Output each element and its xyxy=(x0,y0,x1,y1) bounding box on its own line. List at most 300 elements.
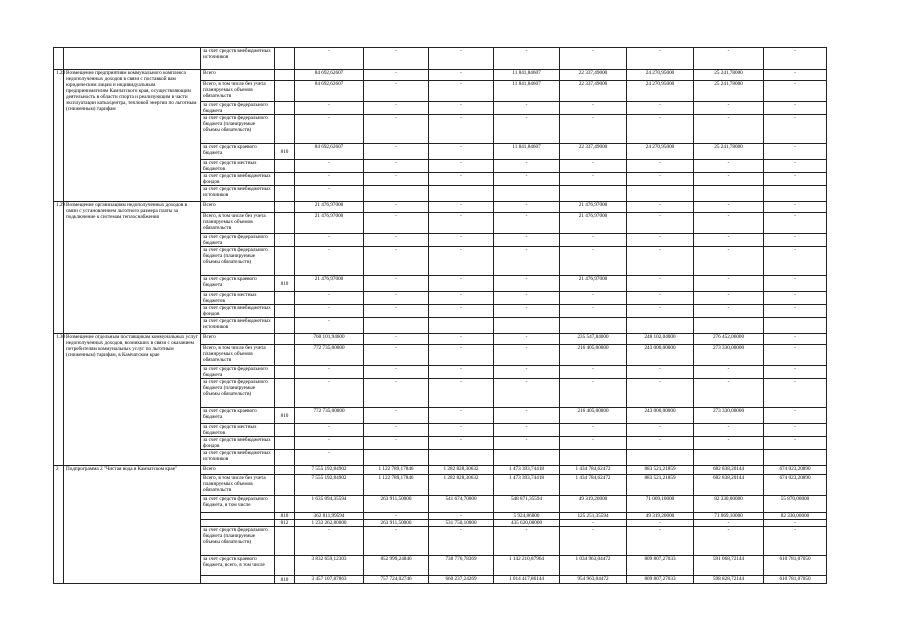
funding-source-cell: Всего, в том числе без учета планируемых объемов обязательств xyxy=(201,475,275,496)
value-cell: - xyxy=(694,424,764,437)
funding-source-cell: за счет средств внебюджетных источников xyxy=(201,48,275,70)
value-cell: 276 452,06000 xyxy=(694,334,764,345)
value-cell: - xyxy=(764,345,827,366)
row-id-cell xyxy=(54,48,64,70)
value-cell: - xyxy=(560,102,627,115)
budget-code-cell xyxy=(275,213,295,234)
value-cell: - xyxy=(364,81,429,102)
budget-code-cell: 810 xyxy=(275,144,295,160)
value-cell: 24 270,95000 xyxy=(627,81,694,102)
value-cell: - xyxy=(494,437,560,450)
value-cell: - xyxy=(764,202,827,213)
value-cell: - xyxy=(764,173,827,186)
value-cell: - xyxy=(364,70,429,81)
value-cell: 435 620,00000 xyxy=(494,520,560,527)
budget-code-cell xyxy=(275,450,295,466)
funding-source-cell: за счет средств федерального бюджета xyxy=(201,102,275,115)
value-cell: 7 555 192,84902 xyxy=(295,475,364,496)
value-cell: 738 776,78369 xyxy=(429,556,494,576)
value-cell: - xyxy=(295,173,364,186)
value-cell: - xyxy=(494,292,560,305)
budget-code-cell xyxy=(275,102,295,115)
value-cell: 1 014 417,86144 xyxy=(494,576,560,584)
value-cell: 1 034 963,04472 xyxy=(560,556,627,576)
value-cell: 21 476,97000 xyxy=(295,213,364,234)
value-cell: - xyxy=(429,202,494,213)
value-cell: - xyxy=(764,408,827,424)
row-id-cell: 2 xyxy=(54,466,64,584)
budget-code-cell xyxy=(275,379,295,408)
value-cell: - xyxy=(694,115,764,144)
value-cell: 49 319,20000 xyxy=(627,513,694,520)
value-cell xyxy=(429,186,494,202)
budget-code-cell xyxy=(275,70,295,81)
value-cell: 1 473 393,74418 xyxy=(494,466,560,475)
budget-code-cell xyxy=(275,556,295,576)
value-cell: - xyxy=(364,247,429,276)
value-cell: - xyxy=(429,48,494,70)
value-cell: 273 330,00000 xyxy=(694,345,764,366)
row-name-cell: Подпрограмма 2 "Чистая вода в Камчатском крае" xyxy=(64,466,201,584)
budget-code-cell xyxy=(275,366,295,379)
value-cell: - xyxy=(364,102,429,115)
value-cell: 216 405,00000 xyxy=(560,408,627,424)
budget-code-cell xyxy=(275,234,295,247)
budget-code-cell xyxy=(275,186,295,202)
value-cell: - xyxy=(764,247,827,276)
value-cell: - xyxy=(494,160,560,173)
value-cell: 24 270,95000 xyxy=(627,144,694,160)
value-cell: - xyxy=(494,173,560,186)
value-cell: - xyxy=(429,81,494,102)
value-cell: - xyxy=(560,437,627,450)
value-cell: 682 838,20144 xyxy=(694,466,764,475)
value-cell: - xyxy=(494,408,560,424)
value-cell: 883 521,21859 xyxy=(627,475,694,496)
value-cell: - xyxy=(494,247,560,276)
budget-code-cell xyxy=(275,475,295,496)
value-cell xyxy=(494,318,560,334)
table-row xyxy=(54,334,827,345)
value-cell xyxy=(560,186,627,202)
value-cell: 531 750,10000 xyxy=(429,520,494,527)
value-cell: 3 457 107,87863 xyxy=(295,576,364,584)
value-cell xyxy=(560,450,627,466)
funding-source-cell: за счет средств федерального бюджета, в том числе xyxy=(201,496,275,513)
value-cell: - xyxy=(295,234,364,247)
value-cell: - xyxy=(429,173,494,186)
value-cell: - xyxy=(364,408,429,424)
value-cell: 25 241,78000 xyxy=(694,144,764,160)
value-cell: - xyxy=(429,379,494,408)
value-cell: 235 547,84000 xyxy=(560,334,627,345)
budget-code-cell: 810 xyxy=(275,513,295,520)
value-cell: - xyxy=(295,160,364,173)
funding-source-cell: за счет средств краевого бюджета xyxy=(201,144,275,160)
value-cell: - xyxy=(494,345,560,366)
value-cell: - xyxy=(494,527,560,556)
value-cell: 1 434 784,62472 xyxy=(560,466,627,475)
value-cell: - xyxy=(295,292,364,305)
value-cell: 273 330,00000 xyxy=(694,408,764,424)
funding-source-cell: за счет средств федерального бюджета (планируемые объемы обязательств) xyxy=(201,115,275,144)
value-cell: 11 841,84607 xyxy=(494,144,560,160)
budget-code-cell xyxy=(275,173,295,186)
value-cell: - xyxy=(627,48,694,70)
value-cell: 11 841,84607 xyxy=(494,81,560,102)
value-cell: - xyxy=(494,276,560,292)
value-cell: - xyxy=(694,202,764,213)
value-cell: - xyxy=(694,379,764,408)
value-cell: - xyxy=(764,144,827,160)
value-cell: - xyxy=(627,379,694,408)
funding-source-cell: Всего xyxy=(201,70,275,81)
value-cell: - xyxy=(694,276,764,292)
budget-code-cell xyxy=(275,496,295,513)
value-cell: - xyxy=(694,437,764,450)
value-cell: - xyxy=(560,247,627,276)
funding-source-cell: за счет средств местных бюджетов xyxy=(201,292,275,305)
value-cell xyxy=(364,186,429,202)
value-cell: 674 023,20890 xyxy=(764,475,827,496)
value-cell: - xyxy=(627,115,694,144)
funding-source-cell: Всего xyxy=(201,466,275,475)
value-cell: - xyxy=(764,292,827,305)
value-cell xyxy=(364,318,429,334)
value-cell: - xyxy=(494,202,560,213)
value-cell: - xyxy=(295,366,364,379)
value-cell: - xyxy=(494,379,560,408)
value-cell: 660 237,24269 xyxy=(429,576,494,584)
value-cell: - xyxy=(627,437,694,450)
value-cell: - xyxy=(364,366,429,379)
value-cell: - xyxy=(429,247,494,276)
value-cell: - xyxy=(364,173,429,186)
value-cell: 5 924,86000 xyxy=(494,513,560,520)
value-cell: - xyxy=(429,276,494,292)
value-cell: - xyxy=(694,247,764,276)
funding-source-cell xyxy=(201,520,275,527)
value-cell: - xyxy=(364,379,429,408)
value-cell: 954 963,04472 xyxy=(560,576,627,584)
value-cell: - xyxy=(494,234,560,247)
budget-code-cell xyxy=(275,247,295,276)
funding-source-cell: за счет средств федерального бюджета xyxy=(201,234,275,247)
value-cell: - xyxy=(764,70,827,81)
value-cell: - xyxy=(694,520,764,527)
value-cell: - xyxy=(627,527,694,556)
value-cell xyxy=(429,318,494,334)
value-cell: 243 000,00000 xyxy=(627,345,694,366)
value-cell: - xyxy=(764,527,827,556)
value-cell: - xyxy=(694,292,764,305)
budget-code-cell xyxy=(275,437,295,450)
value-cell: - xyxy=(694,160,764,173)
budget-code-cell xyxy=(275,81,295,102)
value-cell: - xyxy=(764,424,827,437)
value-cell: - xyxy=(560,520,627,527)
value-cell: - xyxy=(627,305,694,318)
value-cell: 84 692,62607 xyxy=(295,81,364,102)
funding-source-cell: за счет средств внебюджетных источников xyxy=(201,186,275,202)
value-cell: 49 319,20000 xyxy=(560,496,627,513)
value-cell: 21 476,97000 xyxy=(560,276,627,292)
budget-code-cell xyxy=(275,292,295,305)
budget-code-cell xyxy=(275,345,295,366)
value-cell: 1 635 094,35594 xyxy=(295,496,364,513)
budget-code-cell xyxy=(275,424,295,437)
value-cell: - xyxy=(764,379,827,408)
value-cell: 263 911,50000 xyxy=(364,496,429,513)
value-cell: - xyxy=(429,424,494,437)
value-cell: - xyxy=(494,366,560,379)
budget-code-cell xyxy=(275,466,295,475)
value-cell: 84 692,62607 xyxy=(295,144,364,160)
value-cell: - xyxy=(494,305,560,318)
value-cell: - xyxy=(494,102,560,115)
budget-code-cell xyxy=(275,318,295,334)
value-cell: - xyxy=(627,160,694,173)
value-cell: - xyxy=(295,379,364,408)
value-cell: - xyxy=(694,527,764,556)
value-cell: - xyxy=(295,48,364,70)
value-cell: - xyxy=(694,213,764,234)
value-cell: - xyxy=(429,160,494,173)
value-cell xyxy=(764,186,827,202)
value-cell: 883 521,21859 xyxy=(627,466,694,475)
row-id-cell: 1.29 xyxy=(54,202,64,334)
value-cell: - xyxy=(560,379,627,408)
value-cell: - xyxy=(295,186,364,202)
value-cell: 1 233 262,80000 xyxy=(295,520,364,527)
value-cell: - xyxy=(764,234,827,247)
value-cell: - xyxy=(494,213,560,234)
value-cell: - xyxy=(764,437,827,450)
funding-source-cell: за счет средств федерального бюджета (планируемые объемы обязательств) xyxy=(201,379,275,408)
value-cell: - xyxy=(295,318,364,334)
value-cell: 21 476,97000 xyxy=(560,213,627,234)
value-cell: - xyxy=(429,305,494,318)
value-cell: - xyxy=(295,527,364,556)
value-cell: - xyxy=(295,437,364,450)
funding-source-cell: за счет средств федерального бюджета (планируемые объемы обязательств) xyxy=(201,247,275,276)
budget-code-cell xyxy=(275,160,295,173)
funding-source-cell: за счет средств внебюджетных фондов xyxy=(201,437,275,450)
budget-code-cell: 810 xyxy=(275,276,295,292)
value-cell: - xyxy=(764,305,827,318)
value-cell: 772 735,00000 xyxy=(295,408,364,424)
value-cell: - xyxy=(560,305,627,318)
value-cell: 1 122 789,17846 xyxy=(364,475,429,496)
value-cell: - xyxy=(364,115,429,144)
value-cell: - xyxy=(694,48,764,70)
value-cell: - xyxy=(429,292,494,305)
value-cell xyxy=(364,450,429,466)
value-cell: - xyxy=(364,334,429,345)
value-cell: 263 911,50000 xyxy=(364,520,429,527)
value-cell: - xyxy=(560,527,627,556)
value-cell: 24 270,95000 xyxy=(627,70,694,81)
value-cell: - xyxy=(494,334,560,345)
funding-source-cell: за счет средств местных бюджетов xyxy=(201,160,275,173)
value-cell: - xyxy=(429,345,494,366)
value-cell: - xyxy=(364,292,429,305)
value-cell: - xyxy=(627,234,694,247)
value-cell: - xyxy=(494,424,560,437)
budget-code-cell xyxy=(275,202,295,213)
value-cell: 809 807,27033 xyxy=(627,576,694,584)
value-cell: - xyxy=(364,144,429,160)
value-cell: 1 142 210,87964 xyxy=(494,556,560,576)
value-cell: - xyxy=(364,345,429,366)
value-cell: - xyxy=(627,202,694,213)
value-cell: 1 122 789,17846 xyxy=(364,466,429,475)
value-cell xyxy=(694,186,764,202)
value-cell: 21 476,97000 xyxy=(295,276,364,292)
value-cell: 809 807,27033 xyxy=(627,556,694,576)
value-cell: - xyxy=(364,202,429,213)
value-cell xyxy=(627,318,694,334)
funding-source-cell: за счет средств федерального бюджета xyxy=(201,366,275,379)
value-cell: - xyxy=(364,234,429,247)
budget-code-cell: 812 xyxy=(275,520,295,527)
budget-code-cell xyxy=(275,115,295,144)
budget-code-cell xyxy=(275,527,295,556)
value-cell: - xyxy=(764,115,827,144)
value-cell: 757 724,02746 xyxy=(364,576,429,584)
value-cell: - xyxy=(764,334,827,345)
value-cell: 1 434 784,62472 xyxy=(560,475,627,496)
value-cell: - xyxy=(364,424,429,437)
value-cell: - xyxy=(364,276,429,292)
value-cell: 82 330,00000 xyxy=(694,496,764,513)
value-cell: - xyxy=(560,366,627,379)
value-cell: 852 999,24846 xyxy=(364,556,429,576)
funding-source-cell: Всего xyxy=(201,334,275,345)
value-cell: - xyxy=(494,48,560,70)
value-cell: - xyxy=(429,70,494,81)
budget-code-cell xyxy=(275,48,295,70)
value-cell: - xyxy=(364,305,429,318)
value-cell: 55 870,00000 xyxy=(764,496,827,513)
row-id-cell: 1.28 xyxy=(54,70,64,202)
value-cell: - xyxy=(429,408,494,424)
funding-source-cell: за счет средств местных бюджетов xyxy=(201,424,275,437)
table-row xyxy=(54,70,827,81)
value-cell: 598 828,72144 xyxy=(694,576,764,584)
value-cell: - xyxy=(627,102,694,115)
value-cell: 22 337,49000 xyxy=(560,81,627,102)
value-cell: - xyxy=(694,173,764,186)
value-cell: 82 330,00000 xyxy=(764,513,827,520)
value-cell: - xyxy=(560,115,627,144)
value-cell: - xyxy=(694,366,764,379)
row-name-cell: Возмещение предприятиям коммунального комплекса недополученных доходов в связи с поставкой вам юридическим лицам и индивидуальным предпринимателям Камчатского края, осуществляющим деятельность в области спорта и реализующим в части эксплуатации катка/центра, тепловой энергии по льготным (сниженным) тарифам xyxy=(64,70,201,202)
value-cell: 21 476,97000 xyxy=(560,202,627,213)
value-cell: 25 241,78000 xyxy=(694,70,764,81)
value-cell: - xyxy=(429,102,494,115)
funding-source-cell: Всего, в том числе без учета планируемых объемов обязательств xyxy=(201,81,275,102)
funding-source-cell: за счет средств внебюджетных источников xyxy=(201,450,275,466)
funding-source-cell: за счет средств внебюджетных фондов xyxy=(201,173,275,186)
value-cell: 1 473 393,74418 xyxy=(494,475,560,496)
value-cell: - xyxy=(764,276,827,292)
value-cell: - xyxy=(560,173,627,186)
value-cell: - xyxy=(694,234,764,247)
value-cell: 1 282 828,30632 xyxy=(429,466,494,475)
row-name-cell: Возмещение отдельным поставщикам коммунальных услуг недополученных доходов, возникших в связи с оказанием потребителям коммунальных услуг по льготным (сниженным) тарифам, в Камчатском крае xyxy=(64,334,201,466)
row-name-cell xyxy=(64,48,201,70)
table-row xyxy=(54,202,827,213)
value-cell xyxy=(764,318,827,334)
value-cell: - xyxy=(364,513,429,520)
value-cell: 7 555 192,84902 xyxy=(295,466,364,475)
value-cell: - xyxy=(429,115,494,144)
value-cell: - xyxy=(364,437,429,450)
value-cell: 248 102,04000 xyxy=(627,334,694,345)
value-cell: - xyxy=(627,366,694,379)
value-cell: - xyxy=(494,115,560,144)
value-cell: 243 000,00000 xyxy=(627,408,694,424)
value-cell: - xyxy=(627,276,694,292)
funding-source-cell: за счет средств краевого бюджета xyxy=(201,408,275,424)
value-cell: 541 674,70000 xyxy=(429,496,494,513)
value-cell: 760 101,94600 xyxy=(295,334,364,345)
value-cell: - xyxy=(764,366,827,379)
table-row xyxy=(54,466,827,475)
row-id-cell: 1.30 xyxy=(54,334,64,466)
value-cell: - xyxy=(560,48,627,70)
value-cell: - xyxy=(694,305,764,318)
value-cell: - xyxy=(764,160,827,173)
funding-source-cell: Всего xyxy=(201,202,275,213)
funding-source-cell: за счет средств внебюджетных источников xyxy=(201,318,275,334)
value-cell: - xyxy=(560,160,627,173)
budget-code-cell: 810 xyxy=(275,408,295,424)
value-cell xyxy=(627,186,694,202)
value-cell: - xyxy=(429,144,494,160)
value-cell: - xyxy=(627,213,694,234)
value-cell xyxy=(764,450,827,466)
value-cell: - xyxy=(364,160,429,173)
value-cell xyxy=(694,318,764,334)
value-cell: - xyxy=(627,173,694,186)
funding-source-cell xyxy=(201,513,275,520)
funding-source-cell: Всего, в том числе без учета планируемых объемов обязательств xyxy=(201,345,275,366)
funding-source-cell: за счет средств внебюджетных фондов xyxy=(201,305,275,318)
value-cell: - xyxy=(429,234,494,247)
value-cell: - xyxy=(429,213,494,234)
value-cell: 1 282 828,30632 xyxy=(429,475,494,496)
value-cell: - xyxy=(764,213,827,234)
value-cell: - xyxy=(364,48,429,70)
value-cell: - xyxy=(560,234,627,247)
value-cell: 22 337,49000 xyxy=(560,70,627,81)
value-cell: - xyxy=(627,520,694,527)
value-cell: - xyxy=(429,513,494,520)
value-cell: - xyxy=(627,292,694,305)
value-cell: - xyxy=(295,102,364,115)
table-row xyxy=(54,48,827,70)
value-cell: - xyxy=(560,292,627,305)
value-cell xyxy=(494,450,560,466)
value-cell: - xyxy=(295,115,364,144)
row-name-cell: Возмещение организациям недополученных доходов в связи с установлением льготного размера платы за подключение к системам теплоснабжения xyxy=(64,202,201,334)
budget-code-cell xyxy=(275,305,295,318)
value-cell: - xyxy=(429,437,494,450)
value-cell: - xyxy=(764,48,827,70)
value-cell: - xyxy=(694,102,764,115)
